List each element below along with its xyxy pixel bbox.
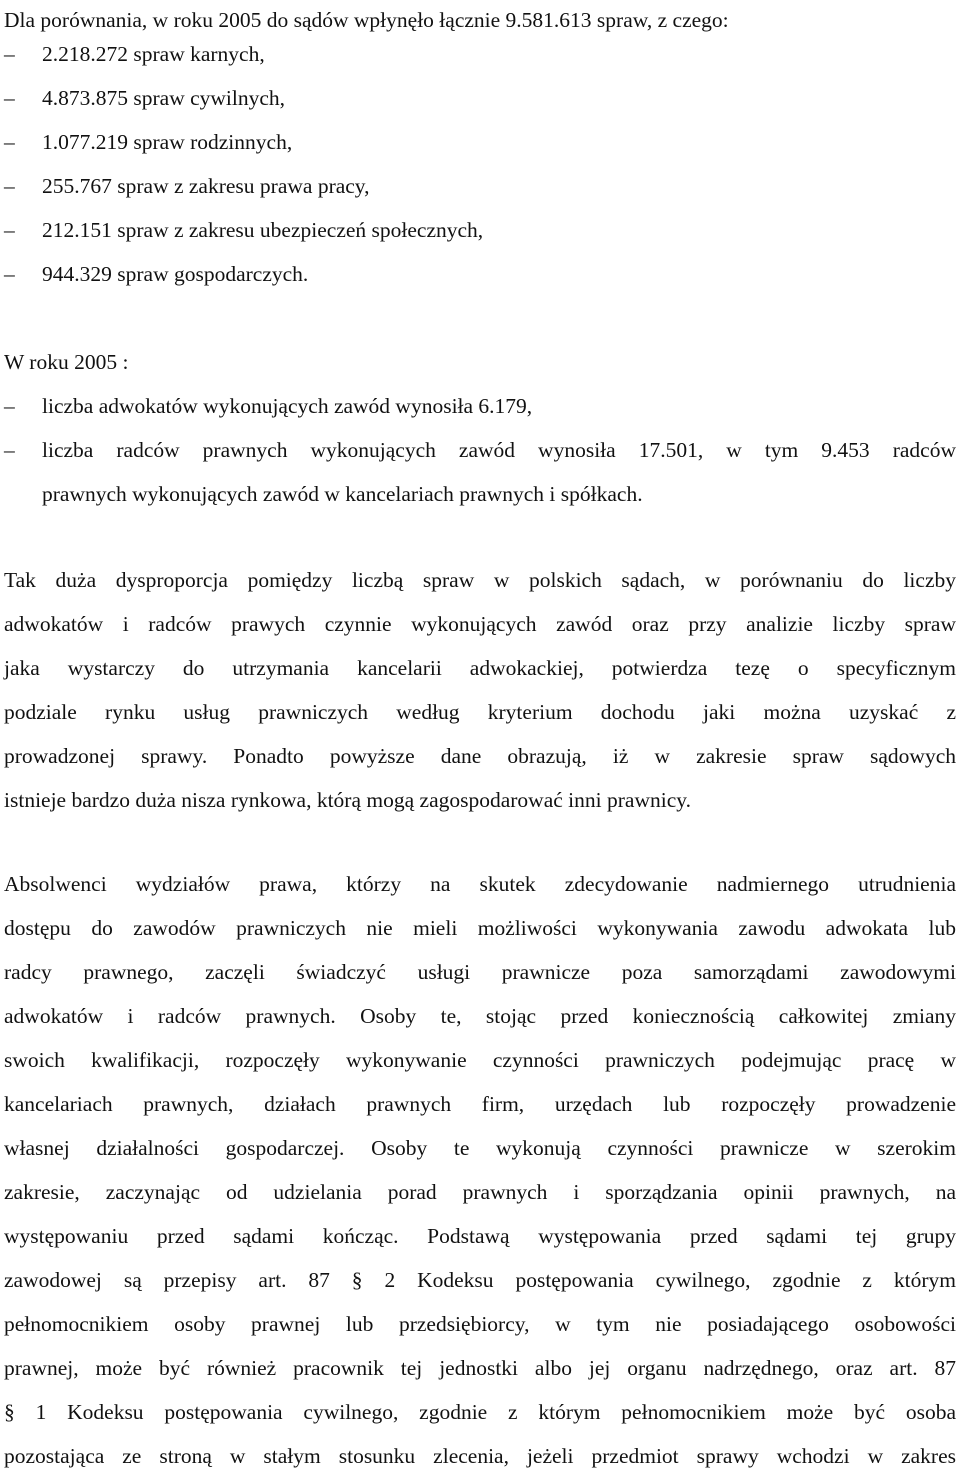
list-item-text: prawnych wykonujących zawód w kancelariach prawnych i spółkach.: [42, 482, 643, 506]
dash-bullet: –: [4, 86, 15, 110]
paragraph-line: Absolwenci wydziałów prawa, którzy na skutek zdecydowanie nadmiernego utrudnienia: [4, 872, 956, 896]
list-item-text: liczba radców prawnych wykonujących zawód wynosiła 17.501, w tym 9.453 radców: [42, 438, 956, 462]
paragraph-line: zawodowej są przepisy art. 87 § 2 Kodeksu postępowania cywilnego, zgodnie z którym: [4, 1268, 956, 1292]
list-item: [4, 164, 956, 208]
dash-bullet: –: [4, 218, 15, 242]
paragraph-line: pełnomocnikiem osoby prawnej lub przedsiębiorcy, w tym nie posiadającego osobowości: [4, 1312, 956, 1336]
paragraph-line: § 1 Kodeksu postępowania cywilnego, zgodnie z którym pełnomocnikiem może być osoba: [4, 1400, 956, 1424]
dash-bullet: –: [4, 438, 15, 462]
list-item-text: 212.151 spraw z zakresu ubezpieczeń społecznych,: [42, 218, 484, 242]
paragraph-line: prawnej, może być również pracownik tej jednostki albo jej organu nadrzędnego, oraz art. 87: [4, 1356, 956, 1380]
list-item: [4, 252, 956, 296]
list-item-text: 944.329 spraw gospodarczych.: [42, 262, 309, 286]
paragraph-market-analysis: [4, 558, 956, 822]
paragraph-line: Tak duża dysproporcja pomiędzy liczbą spraw w polskich sądach, w porównaniu do liczby: [4, 568, 956, 592]
dash-bullet: –: [4, 262, 15, 286]
list-item: [4, 32, 956, 76]
paragraph-line: prowadzonej sprawy. Ponadto powyższe dane obrazują, iż w zakresie spraw sądowych: [4, 744, 956, 768]
paragraph-graduates: [4, 862, 956, 1478]
paragraph-line: dostępu do zawodów prawniczych nie mieli możliwości wykonywania zawodu adwokata lub: [4, 916, 956, 940]
paragraph-line: adwokatów i radców prawych czynnie wykonujących zawód oraz przy analizie liczby spraw: [4, 612, 956, 636]
list-item-text: liczba adwokatów wykonujących zawód wynosiła 6.179,: [42, 394, 533, 418]
paragraph-line: adwokatów i radców prawnych. Osoby te, stojąc przed koniecznością całkowitej zmiany: [4, 1004, 956, 1028]
paragraph-line: występowaniu przed sądami kończąc. Podstawą występowania przed sądami tej grupy: [4, 1224, 956, 1248]
list-item-text: 255.767 spraw z zakresu prawa pracy,: [42, 174, 370, 198]
dash-bullet: –: [4, 42, 15, 66]
paragraph-line: zakresie, zaczynając od udzielania porad prawnych i sporządzania opinii prawnych, na: [4, 1180, 956, 1204]
paragraph-line: jaka wystarczy do utrzymania kancelarii adwokackiej, potwierdza tezę o specyficznym: [4, 656, 956, 680]
list-item-text: 2.218.272 spraw karnych,: [42, 42, 265, 66]
paragraph-line: radcy prawnego, zaczęli świadczyć usługi prawnicze poza samorządami zawodowymi: [4, 960, 956, 984]
list-item-text: 4.873.875 spraw cywilnych,: [42, 86, 286, 110]
paragraph-line: podziale rynku usług prawniczych według kryterium dochodu jaki można uzyskać z: [4, 700, 956, 724]
paragraph-line: istnieje bardzo duża nisza rynkowa, którą mogą zagospodarować inni prawnicy.: [4, 788, 691, 812]
section-heading: W roku 2005 :: [4, 350, 129, 374]
paragraph-line: własnej działalności gospodarczej. Osoby te wykonują czynności prawnicze w szerokim: [4, 1136, 956, 1160]
list-item-text: 1.077.219 spraw rodzinnych,: [42, 130, 293, 154]
case-statistics-list: [4, 32, 956, 296]
list-item: [4, 120, 956, 164]
lawyer-statistics-list: [4, 384, 956, 516]
list-item-continuation: [4, 472, 956, 516]
list-item: [4, 384, 956, 428]
paragraph-line: kancelariach prawnych, działach prawnych firm, urzędach lub rozpoczęły prowadzenie: [4, 1092, 956, 1116]
list-item: [4, 428, 956, 472]
dash-bullet: –: [4, 174, 15, 198]
dash-bullet: –: [4, 130, 15, 154]
paragraph-line: swoich kwalifikacji, rozpoczęły wykonywanie czynności prawniczych podejmując pracę w: [4, 1048, 956, 1072]
list-item: [4, 76, 956, 120]
paragraph-line: pozostająca ze stroną w stałym stosunku zlecenia, jeżeli przedmiot sprawy wchodzi w zakres: [4, 1444, 956, 1468]
intro-sentence: Dla porównania, w roku 2005 do sądów wpłynęło łącznie 9.581.613 spraw, z czego:: [4, 8, 729, 32]
list-item: [4, 208, 956, 252]
dash-bullet: –: [4, 394, 15, 418]
